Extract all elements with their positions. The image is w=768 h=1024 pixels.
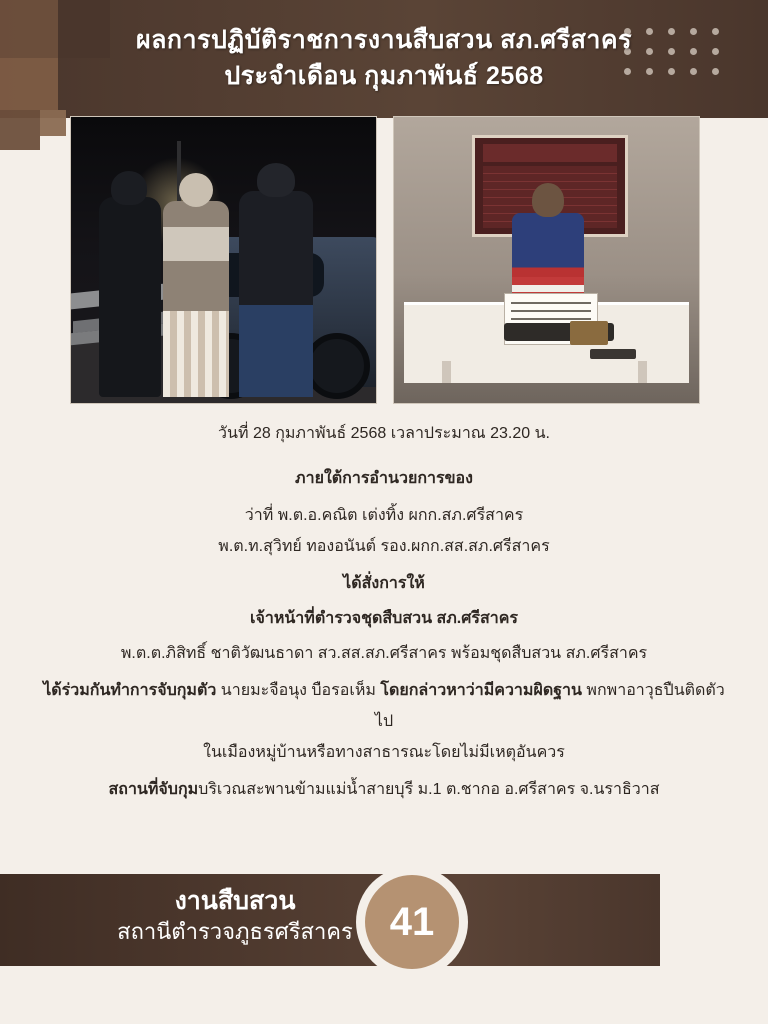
charge-text: พกพาอาวุธปืนติดตัวไป: [374, 682, 725, 730]
suspect-shorts: [163, 311, 229, 397]
officer-figure: [239, 191, 313, 397]
commander-1: ว่าที่ พ.ต.อ.คณิต เต่งทิ้ง ผกก.สภ.ศรีสาคร: [244, 507, 524, 524]
photo-arrest-scene: [70, 116, 377, 404]
officer-names: พ.ต.ต.ภิสิทธิ์ ชาติวัฒนธาดา สว.สส.สภ.ศรีสาคร พร้อมชุดสืบสวน สภ.ศรีสาคร: [120, 645, 648, 662]
evidence-item: [590, 349, 636, 359]
title-line-2: ประจำเดือน กุมภาพันธ์ 2568: [224, 62, 544, 90]
table-leg: [638, 361, 647, 383]
place-value: บริเวณสะพานข้ามแม่น้ำสายบุรี ม.1 ต.ชากอ อ.ศรีสาคร จ.นราธิวาส: [198, 781, 660, 798]
team-label: เจ้าหน้าที่ตำรวจชุดสืบสวน สภ.ศรีสาคร: [249, 610, 519, 627]
suspect-figure: [163, 201, 229, 397]
under-command-label: ภายใต้การอำนวยการของ: [295, 470, 473, 487]
evidence-box: [570, 321, 608, 345]
photo-row: [70, 116, 700, 406]
page-title: [0, 22, 768, 94]
page-number-badge: [356, 866, 468, 978]
arrest-statement-line-1: [40, 675, 728, 737]
footer-area: [0, 866, 768, 974]
page-number: 41: [365, 875, 459, 969]
footer-bar: [0, 874, 660, 966]
commander-2: พ.ต.ท.สุวิทย์ ทองอนันต์ รอง.ผกก.สส.สภ.ศรีสาคร: [218, 538, 550, 555]
arrest-location: [40, 774, 728, 805]
title-line-1: ผลการปฏิบัติราชการงานสืบสวน สภ.ศรีสาคร: [135, 26, 633, 54]
place-label: สถานที่จับกุม: [108, 781, 199, 798]
report-body: [40, 418, 728, 805]
arrest-verb: ได้ร่วมกันทำการจับกุมตัว: [43, 682, 217, 699]
arrest-statement-line-2: ในเมืองหมู่บ้านหรือทางสาธารณะโดยไม่มีเหตุอันควร: [203, 744, 565, 761]
decoration-square: [0, 110, 40, 150]
photo-station-evidence: [393, 116, 700, 404]
footer-line-1: งานสืบสวน: [174, 887, 296, 915]
footer-line-2: สถานีตำรวจภูธรศรีสาคร: [117, 919, 353, 944]
table-leg: [442, 361, 451, 383]
wheel: [304, 333, 370, 399]
officer-jeans: [239, 305, 313, 397]
arrested-person-name: นายมะจือนุง บือรอเห็ม: [216, 682, 381, 699]
ordered-label: ได้สั่งการให้: [343, 575, 425, 592]
suspect-shirt: [163, 227, 229, 261]
charge-label: โดยกล่าวหาว่ามีความผิดฐาน: [380, 682, 582, 699]
officer-figure: [99, 197, 161, 397]
board-header: [483, 144, 617, 162]
footer-margin: [0, 984, 768, 1024]
decoration-square: [40, 110, 66, 136]
report-datetime: วันที่ 28 กุมภาพันธ์ 2568 เวลาประมาณ 23.20 น.: [218, 425, 550, 442]
